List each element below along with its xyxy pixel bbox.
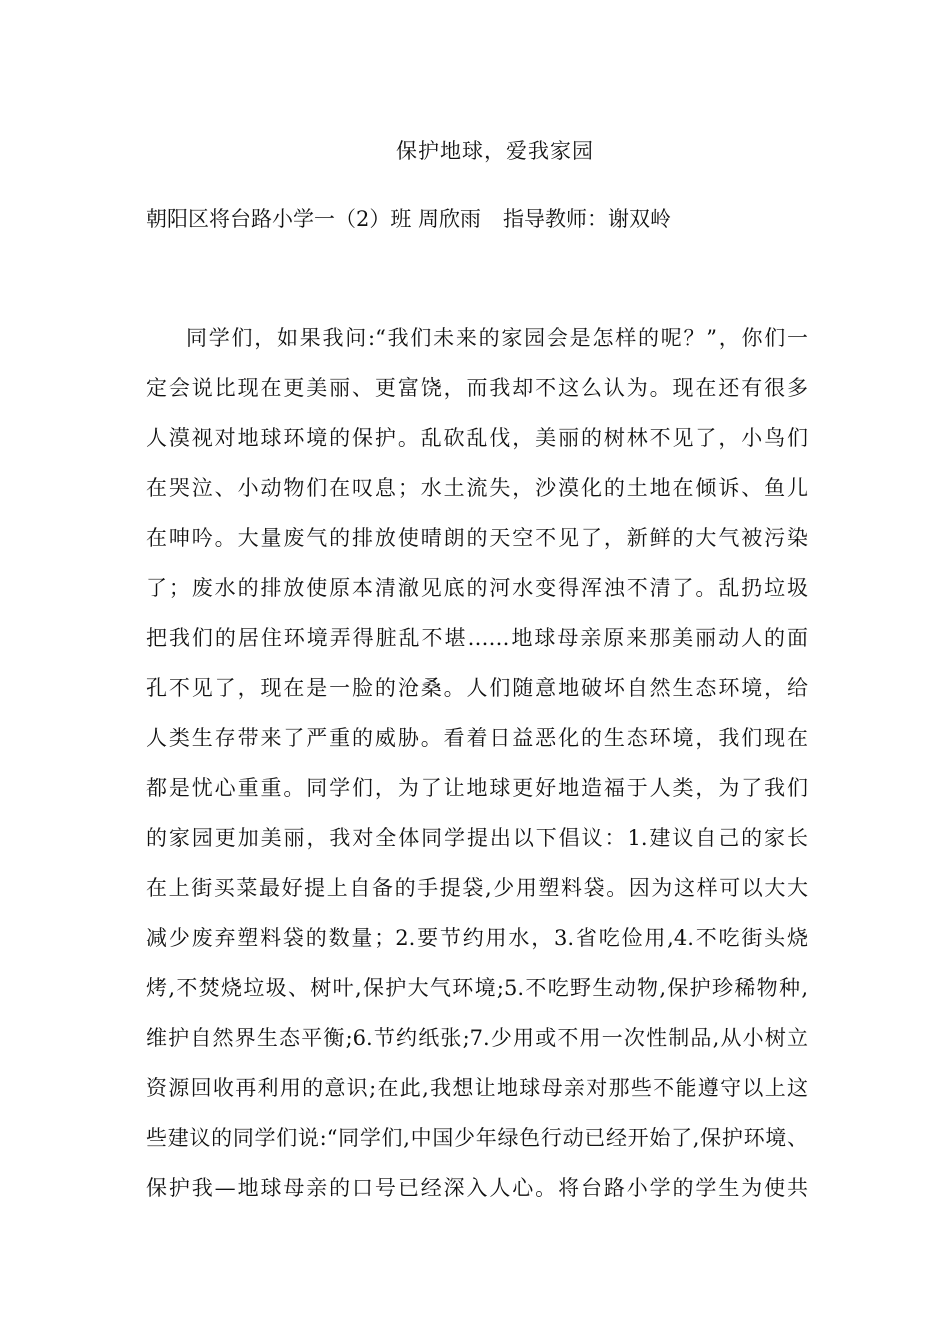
document-title: 保护地球，爱我家园 <box>396 139 594 163</box>
body-line: 在哭泣、小动物们在叹息；水土流失，沙漠化的土地在倾诉、鱼儿 <box>146 476 808 500</box>
body-line: 减少废弃塑料袋的数量；2.要节约用水，3.省吃俭用,4.不吃街头烧 <box>146 926 808 950</box>
body-line: 了；废水的排放使原本清澈见底的河水变得浑浊不清了。乱扔垃圾 <box>146 576 808 600</box>
body-line: 资源回收再利用的意识;在此,我想让地球母亲对那些不能遵守以上这 <box>146 1076 808 1100</box>
body-line: 人类生存带来了严重的威胁。看着日益恶化的生态环境，我们现在 <box>146 726 808 750</box>
body-line: 的家园更加美丽，我对全体同学提出以下倡议：1.建议自己的家长 <box>146 826 808 850</box>
body-line: 人漠视对地球环境的保护。乱砍乱伐，美丽的树林不见了，小鸟们 <box>146 426 808 450</box>
byline <box>146 204 826 234</box>
byline-teacher: 指导教师：谢双岭 <box>503 207 672 231</box>
body-line: 些建议的同学们说:“同学们,中国少年绿色行动已经开始了,保护环境、 <box>146 1126 808 1150</box>
byline-school-class-student: 朝阳区将台路小学一（2）班 周欣雨 <box>146 207 482 231</box>
body-line: 在上街买菜最好提上自备的手提袋,少用塑料袋。因为这样可以大大 <box>146 876 808 900</box>
body-line: 在呻吟。大量废气的排放使晴朗的天空不见了，新鲜的大气被污染 <box>146 526 808 550</box>
body-line: 定会说比现在更美丽、更富饶，而我却不这么认为。现在还有很多 <box>146 376 808 400</box>
body-line: 孔不见了，现在是一脸的沧桑。人们随意地破坏自然生态环境，给 <box>146 676 808 700</box>
body-line: 把我们的居住环境弄得脏乱不堪……地球母亲原来那美丽动人的面 <box>146 626 808 650</box>
body-line: 烤,不焚烧垃圾、树叶,保护大气环境;5.不吃野生动物,保护珍稀物种, <box>146 976 808 1000</box>
body-line: 维护自然界生态平衡;6.节约纸张;7.少用或不用一次性制品,从小树立 <box>146 1026 808 1050</box>
body-line: 都是忧心重重。同学们，为了让地球更好地造福于人类，为了我们 <box>146 776 808 800</box>
body-text <box>146 320 808 1220</box>
body-line: 同学们，如果我问:“我们未来的家园会是怎样的呢？”，你们一 <box>186 326 808 350</box>
body-line: 保护我—地球母亲的口号已经深入人心。将台路小学的学生为使共 <box>146 1176 808 1200</box>
